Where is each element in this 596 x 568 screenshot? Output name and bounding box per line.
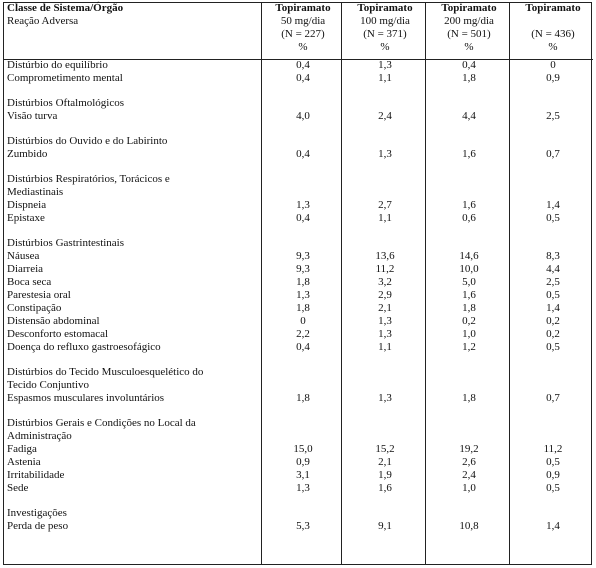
empty-cell — [261, 417, 341, 430]
percent-cell: 11,2 — [375, 263, 395, 275]
empty-cell — [509, 186, 593, 199]
percent-cell: 1,1 — [378, 341, 392, 353]
percent-cell: 9,3 — [296, 250, 310, 262]
table-body — [3, 59, 593, 533]
percent-cell: 0,4 — [462, 59, 476, 71]
reaction-label: Parestesia oral — [7, 289, 71, 301]
percent-cell: 15,0 — [293, 443, 313, 455]
category-row — [3, 379, 593, 392]
percent-cell: 1,0 — [462, 482, 476, 494]
header-n: (N = 227) — [281, 28, 325, 40]
empty-cell — [261, 366, 341, 379]
empty-cell — [509, 417, 593, 430]
empty-cell — [425, 417, 509, 430]
percent-cell: 2,2 — [296, 328, 310, 340]
empty-cell — [341, 366, 425, 379]
empty-cell — [261, 430, 341, 443]
percent-cell: 0 — [550, 59, 556, 71]
header-dose: 50 mg/dia — [280, 15, 326, 27]
category-row — [3, 366, 593, 379]
percent-cell: 2,7 — [378, 199, 392, 211]
reaction-label: Constipação — [7, 302, 62, 314]
table-row — [3, 328, 593, 341]
percent-cell: 0,2 — [462, 315, 476, 327]
table-row — [3, 59, 593, 72]
header-col2 — [341, 2, 425, 59]
reaction-label: Distúrbio do equilíbrio — [7, 59, 108, 71]
table-row — [3, 302, 593, 315]
percent-cell: 2,5 — [546, 110, 560, 122]
header-unit: % — [298, 41, 308, 53]
section-gap — [3, 161, 593, 173]
table-row — [3, 276, 593, 289]
header-col4 — [509, 2, 593, 59]
reaction-label: Perda de peso — [7, 520, 69, 532]
percent-cell: 0,5 — [546, 212, 560, 224]
percent-cell: 4,0 — [296, 110, 310, 122]
table-row — [3, 443, 593, 456]
empty-cell — [509, 237, 593, 250]
table-row — [3, 469, 593, 482]
header-drug: Topiramato — [357, 2, 413, 14]
empty-cell — [261, 186, 341, 199]
empty-cell — [425, 430, 509, 443]
percent-cell: 1,6 — [462, 289, 476, 301]
percent-cell: 8,3 — [546, 250, 560, 262]
percent-cell: 0,9 — [546, 469, 560, 481]
header-col1 — [261, 2, 341, 59]
percent-cell: 0,9 — [546, 72, 560, 84]
percent-cell: 1,3 — [378, 392, 392, 404]
percent-cell: 1,6 — [462, 148, 476, 160]
empty-cell — [425, 97, 509, 110]
percent-cell: 2,5 — [546, 276, 560, 288]
empty-cell — [425, 507, 509, 520]
percent-cell: 11,2 — [543, 443, 563, 455]
percent-cell: 0,5 — [546, 289, 560, 301]
reaction-label: Astenia — [7, 456, 41, 468]
percent-cell: 4,4 — [462, 110, 476, 122]
empty-cell — [425, 379, 509, 392]
empty-cell — [341, 507, 425, 520]
header-drug: Topiramato — [275, 2, 331, 14]
empty-cell — [509, 97, 593, 110]
percent-cell: 1,0 — [462, 328, 476, 340]
category-heading: Tecido Conjuntivo — [7, 379, 90, 391]
empty-cell — [509, 135, 593, 148]
empty-cell — [261, 173, 341, 186]
empty-cell — [261, 237, 341, 250]
percent-cell: 1,8 — [462, 302, 476, 314]
percent-cell: 15,2 — [375, 443, 395, 455]
empty-cell — [509, 173, 593, 186]
document-page — [3, 0, 593, 566]
percent-cell: 1,3 — [296, 289, 310, 301]
gap-cell — [3, 354, 593, 366]
reaction-label: Espasmos musculares involuntários — [7, 392, 165, 404]
percent-cell: 2,4 — [378, 110, 392, 122]
category-row — [3, 430, 593, 443]
reaction-label: Sede — [7, 482, 29, 494]
empty-cell — [341, 417, 425, 430]
percent-cell: 1,8 — [296, 276, 310, 288]
table-row — [3, 72, 593, 85]
table-header — [3, 2, 593, 59]
percent-cell: 1,4 — [546, 199, 560, 211]
percent-cell: 4,4 — [546, 263, 560, 275]
percent-cell: 1,3 — [378, 328, 392, 340]
reaction-label: Doença do refluxo gastroesofágico — [7, 341, 161, 353]
table-row — [3, 482, 593, 495]
reaction-label: Fadiga — [7, 443, 37, 455]
header-drug: Topiramato — [441, 2, 497, 14]
table-row — [3, 392, 593, 405]
section-gap — [3, 123, 593, 135]
percent-cell: 3,1 — [296, 469, 310, 481]
header-col3 — [425, 2, 509, 59]
header-unit: % — [464, 41, 474, 53]
percent-cell: 0,2 — [546, 328, 560, 340]
section-gap — [3, 405, 593, 417]
percent-cell: 2,4 — [462, 469, 476, 481]
header-drug: Topiramato — [525, 2, 581, 14]
empty-cell — [341, 97, 425, 110]
empty-cell — [425, 135, 509, 148]
percent-cell: 0,4 — [296, 148, 310, 160]
percent-cell: 0 — [300, 315, 306, 327]
category-row — [3, 186, 593, 199]
percent-cell: 10,0 — [459, 263, 479, 275]
table-row — [3, 110, 593, 123]
table-row — [3, 520, 593, 533]
section-gap — [3, 495, 593, 507]
percent-cell: 0,7 — [546, 148, 560, 160]
empty-cell — [425, 173, 509, 186]
percent-cell: 0,5 — [546, 482, 560, 494]
gap-cell — [3, 85, 593, 97]
percent-cell: 0,4 — [296, 59, 310, 71]
percent-cell: 1,3 — [296, 482, 310, 494]
percent-cell: 0,6 — [462, 212, 476, 224]
percent-cell: 1,6 — [462, 199, 476, 211]
percent-cell: 0,4 — [296, 72, 310, 84]
percent-cell: 9,3 — [296, 263, 310, 275]
table-row — [3, 263, 593, 276]
percent-cell: 0,2 — [546, 315, 560, 327]
table-row — [3, 289, 593, 302]
gap-cell — [3, 161, 593, 173]
percent-cell: 2,6 — [462, 456, 476, 468]
category-row — [3, 97, 593, 110]
section-gap — [3, 225, 593, 237]
percent-cell: 1,8 — [296, 392, 310, 404]
percent-cell: 5,3 — [296, 520, 310, 532]
table-row — [3, 212, 593, 225]
gap-cell — [3, 405, 593, 417]
percent-cell: 13,6 — [375, 250, 395, 262]
reaction-label: Dispneia — [7, 199, 47, 211]
header-dose — [513, 15, 593, 28]
table-row — [3, 199, 593, 212]
reaction-label: Boca seca — [7, 276, 52, 288]
percent-cell: 19,2 — [459, 443, 479, 455]
category-heading: Distúrbios do Ouvido e do Labirinto — [7, 135, 168, 147]
table-row — [3, 250, 593, 263]
percent-cell: 0,5 — [546, 456, 560, 468]
percent-cell: 0,4 — [296, 212, 310, 224]
empty-cell — [261, 507, 341, 520]
category-heading: Distúrbios do Tecido Musculoesquelético do — [7, 366, 204, 378]
table-row — [3, 148, 593, 161]
empty-cell — [509, 507, 593, 520]
percent-cell: 5,0 — [462, 276, 476, 288]
header-subtitle: Reação Adversa — [7, 15, 79, 27]
table-row — [3, 456, 593, 469]
category-row — [3, 237, 593, 250]
header-n: (N = 436) — [531, 28, 575, 40]
gap-cell — [3, 123, 593, 135]
percent-cell: 2,1 — [378, 302, 392, 314]
category-row — [3, 417, 593, 430]
empty-cell — [509, 430, 593, 443]
header-title: Classe de Sistema/Órgão — [7, 2, 124, 14]
category-row — [3, 173, 593, 186]
percent-cell: 1,3 — [378, 315, 392, 327]
empty-cell — [341, 186, 425, 199]
percent-cell: 1,3 — [378, 59, 392, 71]
percent-cell: 1,9 — [378, 469, 392, 481]
empty-cell — [341, 430, 425, 443]
reaction-label: Diarreia — [7, 263, 44, 275]
empty-cell — [261, 379, 341, 392]
reaction-label: Distensão abdominal — [7, 315, 100, 327]
percent-cell: 14,6 — [459, 250, 479, 262]
header-unit: % — [548, 41, 558, 53]
empty-cell — [425, 366, 509, 379]
percent-cell: 1,4 — [546, 520, 560, 532]
percent-cell: 0,7 — [546, 392, 560, 404]
category-heading: Distúrbios Respiratórios, Torácicos e — [7, 173, 170, 185]
empty-cell — [341, 237, 425, 250]
category-heading: Mediastinais — [7, 186, 64, 198]
category-heading: Investigações — [7, 507, 67, 519]
category-heading: Distúrbios Gerais e Condições no Local da — [7, 417, 196, 429]
empty-cell — [261, 97, 341, 110]
reaction-label: Epistaxe — [7, 212, 45, 224]
percent-cell: 0,4 — [296, 341, 310, 353]
category-heading: Distúrbios Gastrintestinais — [7, 237, 125, 249]
percent-cell: 2,1 — [378, 456, 392, 468]
table-row — [3, 315, 593, 328]
percent-cell: 0,9 — [296, 456, 310, 468]
reaction-label: Náusea — [7, 250, 40, 262]
percent-cell: 1,1 — [378, 72, 392, 84]
header-dose: 100 mg/dia — [360, 15, 410, 27]
empty-cell — [509, 366, 593, 379]
reaction-label: Zumbido — [7, 148, 48, 160]
category-heading: Administração — [7, 430, 72, 442]
adverse-reactions-table — [3, 2, 593, 533]
empty-cell — [341, 379, 425, 392]
percent-cell: 1,4 — [546, 302, 560, 314]
reaction-label: Comprometimento mental — [7, 72, 123, 84]
percent-cell: 1,6 — [378, 482, 392, 494]
category-heading: Distúrbios Oftalmológicos — [7, 97, 125, 109]
percent-cell: 1,3 — [378, 148, 392, 160]
reaction-label: Visão turva — [7, 110, 58, 122]
percent-cell: 1,8 — [296, 302, 310, 314]
section-gap — [3, 354, 593, 366]
reaction-label: Irritabilidade — [7, 469, 65, 481]
percent-cell: 1,8 — [462, 392, 476, 404]
empty-cell — [425, 237, 509, 250]
percent-cell: 1,3 — [296, 199, 310, 211]
empty-cell — [261, 135, 341, 148]
percent-cell: 10,8 — [459, 520, 479, 532]
category-row — [3, 507, 593, 520]
gap-cell — [3, 495, 593, 507]
empty-cell — [425, 186, 509, 199]
percent-cell: 1,2 — [462, 341, 476, 353]
header-n: (N = 501) — [447, 28, 491, 40]
percent-cell: 3,2 — [378, 276, 392, 288]
percent-cell: 9,1 — [378, 520, 392, 532]
empty-cell — [341, 173, 425, 186]
category-row — [3, 135, 593, 148]
section-gap — [3, 85, 593, 97]
header-col0 — [3, 2, 261, 59]
header-n: (N = 371) — [363, 28, 407, 40]
table-row — [3, 341, 593, 354]
percent-cell: 0,5 — [546, 341, 560, 353]
percent-cell: 2,9 — [378, 289, 392, 301]
header-unit: % — [380, 41, 390, 53]
gap-cell — [3, 225, 593, 237]
percent-cell: 1,1 — [378, 212, 392, 224]
header-dose: 200 mg/dia — [444, 15, 494, 27]
reaction-label: Desconforto estomacal — [7, 328, 109, 340]
percent-cell: 1,8 — [462, 72, 476, 84]
empty-cell — [509, 379, 593, 392]
empty-cell — [341, 135, 425, 148]
